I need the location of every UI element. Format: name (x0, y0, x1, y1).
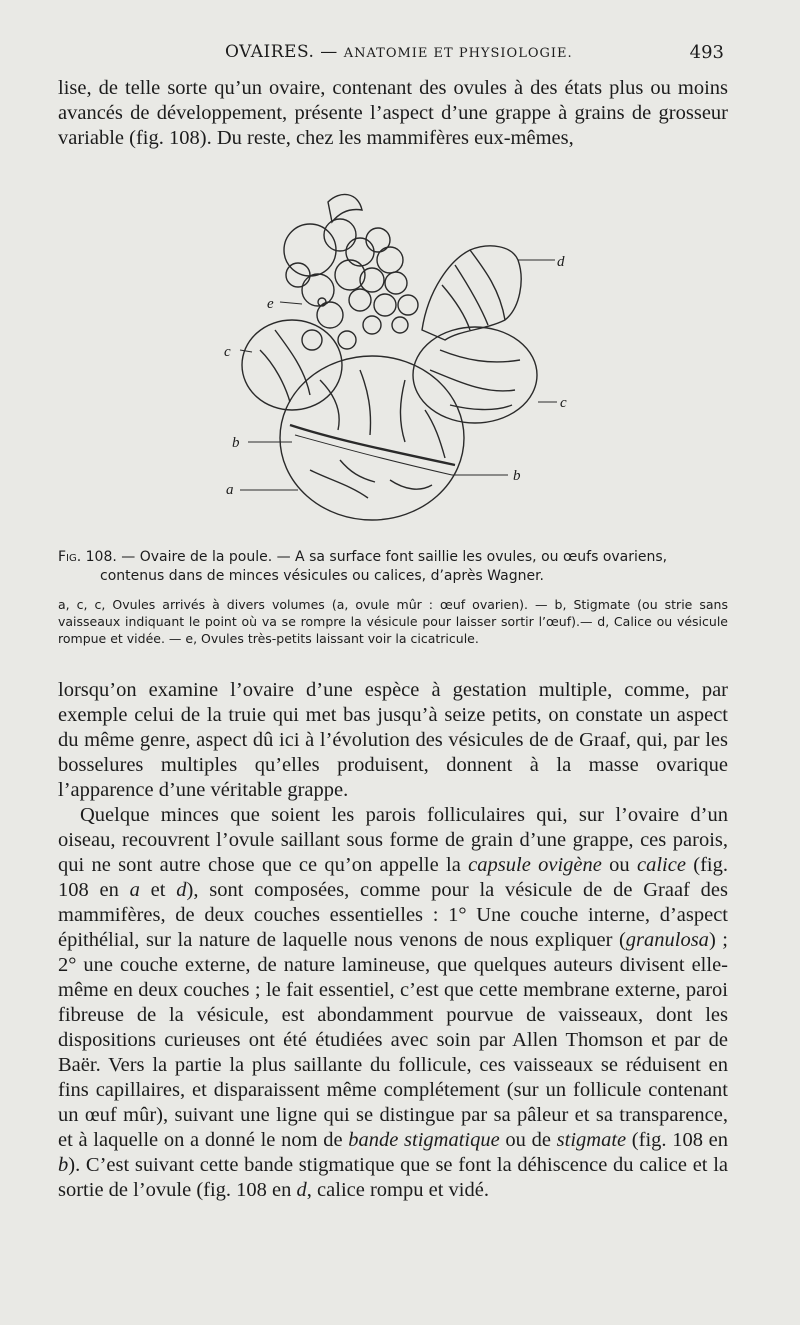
figure-ovary-illustration (200, 180, 580, 525)
paragraph-text: lise, de telle sorte qu’un ovaire, contenant des ovules à des états plus ou moins avancés de développement, présente l’aspect d’une grappe à grains de grosseur variable (fig. 108). Du reste, chez les mammifères eux-mêmes, (58, 77, 728, 149)
figure-label: b (513, 468, 521, 484)
figure-label: a (226, 482, 234, 498)
figure-label: d (557, 254, 565, 270)
running-title (225, 42, 573, 62)
figure-label: e (267, 296, 274, 312)
running-header (0, 42, 800, 70)
paragraph-opening (58, 76, 728, 151)
figure-label: c (224, 344, 231, 360)
page-number: 493 (689, 42, 724, 63)
figure-caption (58, 548, 728, 647)
ovary-drawing (200, 180, 580, 525)
paragraph-text: Quelque minces que soient les parois folliculaires qui, sur l’ovaire d’un oiseau, recouvrent l’ovule saillant sous forme de grain d’une grappe, ces parois, qui ne sont autre chose que ce qu’on appelle la capsule ovigène ou calice (fig. 108 en a et d), sont composées, comme pour la vésicule de de Graaf des mammifères, de deux couches essentielles : 1° Une couche interne, d’aspect épithélial, sur la nature de laquelle nous venons de nous expliquer (granulosa) ; 2° une couche externe, de nature lamineuse, que quelques auteurs divisent elle-même en deux couches ; le fait essentiel, c’est que cette membrane externe, paroi fibreuse de la vésicule, est abondamment pourvue de vaisseaux, dont les dispositions curieuses ont été étudiées avec soin par Allen Thomson et par de Baër. Vers la partie la plus saillante du follicule, ces vaisseaux se réduisent en fins capillaires, et disparaissent même complétement (sur un follicule contenant un œuf mûr), suivant une ligne qui se distingue par sa pâleur et sa transparence, et à laquelle on a donné le nom de bande stigmatique ou de stigmate (fig. 108 en b). C’est suivant cette bande stigmatique que se font la déhiscence du calice et la sortie de l’ovule (fig. 108 en d, calice rompu et vidé. (58, 804, 729, 1201)
paragraph-parois (58, 803, 728, 1203)
paragraph-truie (58, 678, 728, 803)
ruptured-calyx-d (422, 246, 521, 340)
figure-label: c (560, 395, 567, 411)
running-title-right: ANATOMIE ET PHYSIOLOGIE. (343, 46, 573, 61)
caption-line-2: contenus dans de minces vésicules ou calices, d’après Wagner. (100, 568, 544, 584)
figure-legend: a, c, c, Ovules arrivés à divers volumes (a, ovule mûr : œuf ovarien). — b, Stigmate (ou strie sans vaisseaux indiquant le point où va se rompre la vésicule pour laisser sortir l’œuf).— d, Calice ou vésicule rompue et vidée. — e, Ovules très-petits laissant voir la cicatricule. (58, 597, 728, 646)
caption-main (58, 548, 728, 586)
figure-label: b (232, 435, 240, 451)
ovule-a-large (280, 356, 464, 520)
caption-line-1: — Ovaire de la poule. — A sa surface font saillie les ovules, ou œufs ovariens, (116, 549, 668, 565)
small-ovules-cluster (284, 194, 418, 350)
label-leaders (240, 260, 557, 490)
figure-number: Fig. 108. (58, 549, 117, 565)
paragraph-text: lorsqu’on examine l’ovaire d’une espèce à gestation multiple, comme, par exemple celui de la truie qui met bas jusqu’à seize petits, on constate un aspect du même genre, aspect dû ici à l’évolution des vésicules de de Graaf, qui, par les bosselures multiples qu’elles produisent, donnent à la masse ovarique l’apparence d’une véritable grappe. (58, 679, 728, 801)
running-title-left: OVAIRES. — (225, 42, 338, 62)
